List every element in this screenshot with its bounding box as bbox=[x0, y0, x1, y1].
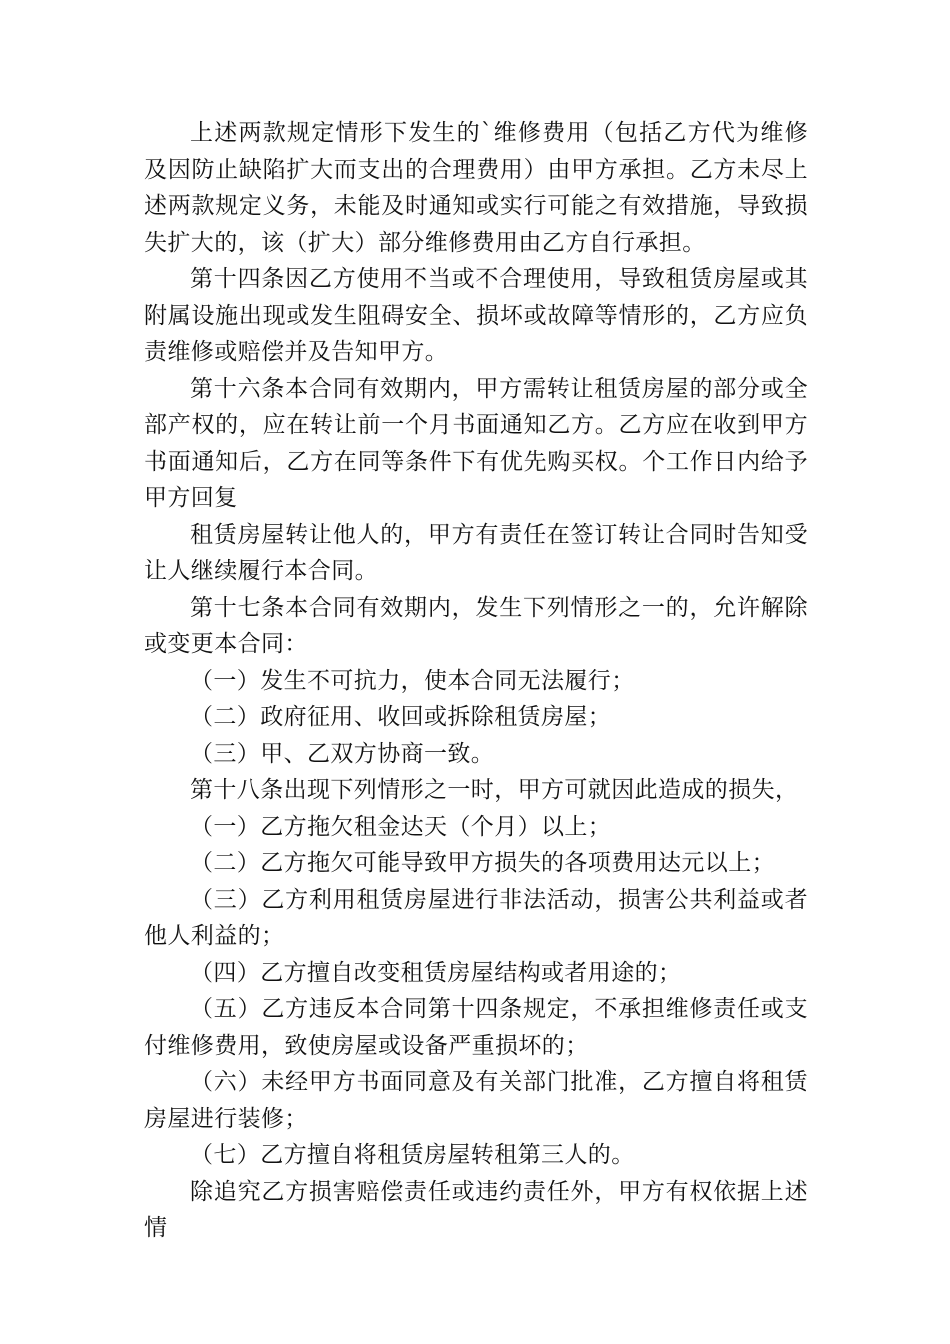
paragraph-article-16: 第十六条本合同有效期内，甲方需转让租赁房屋的部分或全部产权的，应在转让前一个月书面通知乙方。乙方应在收到甲方书面通知后，乙方在同等条件下有优先购买权。个工作日内给予甲方回复 bbox=[144, 375, 808, 511]
paragraph-item-18-2: （二）乙方拖欠可能导致甲方损失的各项费用达元以上； bbox=[190, 850, 775, 876]
paragraph-remedy: 除追究乙方损害赔偿责任或违约责任外，甲方有权依据上述情 bbox=[144, 1178, 808, 1241]
paragraph-item-18-6: （六）未经甲方书面同意及有关部门批准，乙方擅自将租赁房屋进行装修； bbox=[144, 1069, 808, 1132]
paragraph-item-18-1: （一）乙方拖欠租金达天（个月）以上； bbox=[190, 813, 612, 840]
paragraph-repair-costs: 上述两款规定情形下发生的`维修费用（包括乙方代为维修及因防止缺陷扩大而支出的合理费用）由甲方承担。乙方未尽上述两款规定义务，未能及时通知或实行可能之有效措施，导致损失扩大的，该（扩大）部分维修费用由乙方自行承担。 bbox=[144, 120, 808, 256]
paragraph-item-17-3: （三）甲、乙双方协商一致。 bbox=[190, 740, 495, 767]
paragraph-item-18-7: （七）乙方擅自将租赁房屋转租第三人的。 bbox=[190, 1142, 635, 1168]
paragraph-item-17-2: （二）政府征用、收回或拆除租赁房屋； bbox=[190, 704, 612, 730]
paragraph-transfer: 租赁房屋转让他人的，甲方有责任在签订转让合同时告知受让人继续履行本合同。 bbox=[144, 521, 808, 584]
paragraph-item-18-5: （五）乙方违反本合同第十四条规定，不承担维修责任或支付维修费用，致使房屋或设备严重损坏的； bbox=[144, 996, 808, 1059]
paragraph-article-14: 第十四条因乙方使用不当或不合理使用，导致租赁房屋或其附属设施出现或发生阻碍安全、损坏或故障等情形的，乙方应负责维修或赔偿并及告知甲方。 bbox=[144, 266, 808, 365]
paragraph-article-18: 第十八条出现下列情形之一时，甲方可就因此造成的损失， bbox=[190, 777, 799, 803]
paragraph-item-18-4: （四）乙方擅自改变租赁房屋结构或者用途的； bbox=[190, 959, 682, 986]
document-body bbox=[144, 115, 808, 1247]
paragraph-article-17: 第十七条本合同有效期内，发生下列情形之一的，允许解除或变更本合同： bbox=[144, 594, 808, 657]
paragraph-item-17-1: （一）发生不可抗力，使本合同无法履行； bbox=[190, 667, 635, 694]
paragraph-item-18-3: （三）乙方利用租赁房屋进行非法活动，损害公共利益或者他人利益的； bbox=[144, 886, 808, 949]
